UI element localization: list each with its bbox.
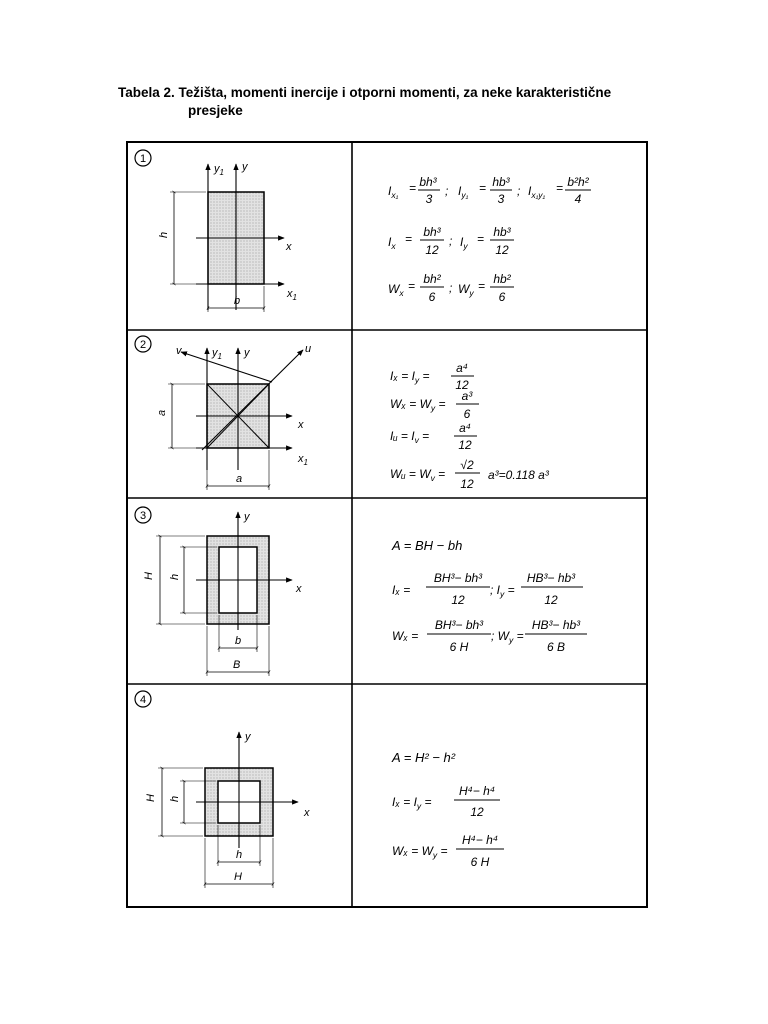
svg-text:=: =	[405, 232, 413, 246]
formula-ix-num: H⁴− h⁴	[458, 784, 496, 798]
svg-text:;: ;	[445, 184, 449, 198]
row-4-diagram	[135, 691, 310, 888]
row-1-marker: 1	[139, 153, 147, 165]
label-y: y	[244, 511, 250, 523]
label-h: h	[169, 795, 181, 802]
label-x: x	[304, 807, 310, 819]
formula-wx-num: BH³− bh³	[434, 618, 484, 632]
formula-iy-lhs: ; $I_y$ =	[490, 583, 515, 599]
formula-wx-den: 6	[428, 290, 436, 304]
formula-iy-symbol: $I_y$	[460, 235, 468, 251]
formula-iy1-num: hb³	[492, 175, 510, 189]
formula-area: A = H² − h²	[392, 750, 456, 765]
formula-ix-den: 12	[425, 243, 439, 257]
row-1-diagram	[135, 150, 297, 312]
svg-text:;: ;	[517, 184, 521, 198]
formula-wy-lhs: ; $W_y$ =	[491, 629, 524, 645]
formula-wx-symbol: $W_x$	[388, 282, 404, 298]
label-h-bottom: h	[236, 849, 243, 861]
formula-iy-den: 12	[544, 593, 558, 607]
row-4-formulas	[391, 750, 504, 869]
formula-iy-den: 12	[495, 243, 509, 257]
formula-wy-num: hb²	[493, 272, 511, 286]
formula-wy-den: 6 B	[546, 640, 566, 654]
label-H: H	[143, 572, 155, 580]
label-H-bottom: H	[234, 871, 242, 883]
svg-text:;: ;	[449, 234, 453, 248]
formula-wx-den: 6 H	[449, 640, 469, 654]
label-y: y	[244, 347, 250, 359]
label-x1: $x_1$	[298, 453, 308, 467]
formula-ix-iy-lhs: $I_x = I_y$ =	[390, 369, 430, 385]
formula-iy1-symbol: $I_{y_1}$	[458, 184, 469, 200]
label-a-side: a	[156, 409, 168, 416]
svg-text:=: =	[409, 181, 417, 195]
formula-ix-num: bh³	[423, 225, 441, 239]
formula-wx-lhs: Wₓ =	[392, 629, 419, 643]
formula-wu-wv-num: √2	[460, 458, 474, 472]
row-1-formulas	[388, 175, 591, 304]
row-3-formulas	[391, 538, 587, 654]
formula-wx-num: bh²	[423, 272, 441, 286]
formula-ix-lhs: $I_x = I_y$ =	[392, 795, 432, 811]
formula-ix-num: BH³− bh³	[433, 571, 483, 585]
formula-wy-symbol: $W_y$	[458, 282, 474, 298]
label-b: b	[234, 295, 241, 307]
label-y1: $y_1$	[212, 347, 222, 361]
formula-ix1-num: bh³	[419, 175, 437, 189]
formula-wy-num: HB³− hb³	[531, 618, 581, 632]
formula-wx-wy-lhs: $W_x = W_y$ =	[390, 397, 446, 413]
label-x: x	[286, 241, 292, 253]
label-x: x	[298, 419, 304, 431]
row-3-diagram	[135, 507, 302, 676]
label-x: x	[296, 583, 302, 595]
formula-area: A = BH − bh	[392, 538, 463, 553]
formula-wu-wv-den: 12	[460, 477, 474, 491]
svg-text:;: ;	[449, 281, 453, 295]
svg-text:=: =	[556, 181, 564, 195]
formula-ix-den: 12	[470, 805, 484, 819]
label-B: B	[233, 659, 241, 671]
label-x1: $x_1$	[287, 288, 297, 302]
formula-wx-num: H⁴− h⁴	[461, 833, 499, 847]
formula-ix-lhs: Iₓ =	[392, 583, 411, 597]
formula-ix-iy-num: a⁴	[456, 361, 468, 375]
formula-ix1y1-symbol: $I_{x_1y_1}$	[528, 184, 546, 200]
formula-iy1-den: 3	[497, 192, 505, 206]
formula-wx-wy-num: a³	[461, 389, 473, 403]
formula-ix-symbol: $I_x$	[388, 235, 396, 251]
label-h: h	[169, 573, 181, 580]
label-y1: $y_1$	[214, 163, 224, 177]
row-2-marker: 2	[139, 339, 147, 351]
formula-iu-iv-den: 12	[458, 438, 472, 452]
svg-text:=: =	[478, 279, 486, 293]
label-y: y	[242, 161, 248, 173]
formula-iy-num: hb³	[493, 225, 511, 239]
row-4-marker: 4	[139, 694, 147, 706]
caption-line-1: Tabela 2. Težišta, momenti inercije i otporni momenti, za neke karakteristične	[118, 85, 612, 100]
v-axis-arrow	[181, 352, 272, 382]
label-a-bottom: a	[236, 473, 243, 485]
formula-ix-iy-den: 12	[455, 378, 469, 392]
svg-text:=: =	[408, 279, 416, 293]
formula-wx-lhs: $W_x = W_y$ =	[392, 844, 448, 860]
formula-ix1-den: 3	[425, 192, 433, 206]
svg-text:=: =	[479, 181, 487, 195]
label-h: h	[158, 231, 170, 238]
formula-ix1y1-num: b²h²	[567, 175, 589, 189]
svg-text:=: =	[477, 232, 485, 246]
row-3-marker: 3	[139, 510, 147, 522]
formula-ix-den: 12	[451, 593, 465, 607]
label-H: H	[145, 794, 157, 802]
label-y: y	[245, 731, 251, 743]
formula-wu-wv-tail: a³=0.118 a³	[488, 468, 549, 482]
label-b: b	[235, 635, 242, 647]
row-2-formulas	[390, 361, 550, 491]
formula-iy-num: HB³− hb³	[526, 571, 576, 585]
formula-ix1y1-den: 4	[574, 192, 582, 206]
formula-wx-wy-den: 6	[463, 407, 471, 421]
formula-wx-den: 6 H	[470, 855, 490, 869]
caption-line-2: presjeke	[188, 103, 243, 118]
formula-iu-iv-lhs: Iᵤ = $I_v$ =	[390, 429, 430, 445]
formula-wy-den: 6	[498, 290, 506, 304]
formula-wu-wv-lhs: Wᵤ = $W_v$ =	[390, 467, 446, 483]
label-v: v	[176, 345, 182, 357]
formula-iu-iv-num: a⁴	[459, 421, 471, 435]
label-u: u	[305, 343, 312, 355]
formula-ix1-symbol: $I_{x_1}$	[388, 184, 399, 200]
row-2-diagram	[135, 336, 311, 490]
